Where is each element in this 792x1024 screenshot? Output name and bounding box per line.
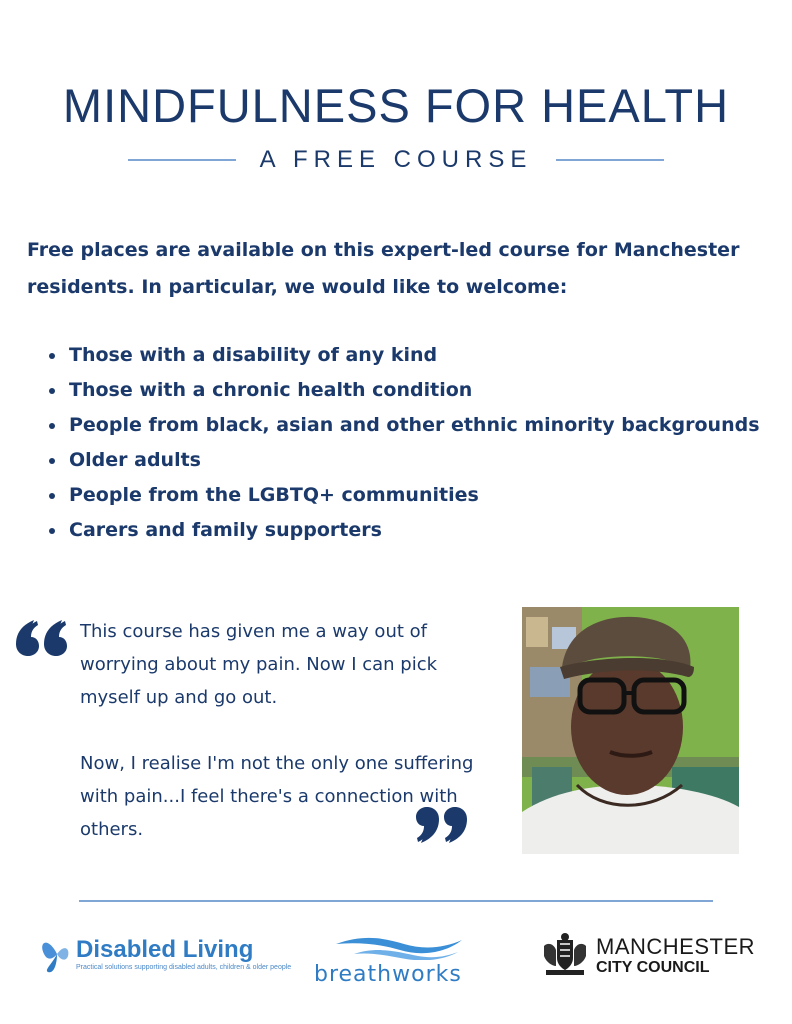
footer-divider — [79, 900, 713, 902]
close-quote-icon — [413, 803, 469, 851]
intro-paragraph: Free places are available on this expert-led course for Manchester residents. In particular, we would like to welcome: — [27, 239, 740, 298]
open-quote-icon — [14, 612, 70, 660]
page-subtitle: A FREE COURSE — [259, 146, 533, 173]
list-item-text: People from the LGBTQ+ communities — [69, 484, 479, 506]
bullet-icon — [49, 458, 55, 464]
testimonial-paragraph-1: This course has given me a way out of worrying about my pain. Now I can pick myself up and go out. — [80, 621, 438, 708]
bullet-icon — [49, 423, 55, 429]
list-item — [27, 513, 767, 548]
wave-icon — [334, 934, 464, 960]
testimonial-paragraph-2: Now, I realise I'm not the only one suffering with pain...I feel there's a connection with others. — [80, 753, 474, 840]
subtitle-rule-right — [556, 159, 664, 161]
bullet-icon — [49, 353, 55, 359]
participant-photo — [522, 607, 739, 854]
list-item — [27, 408, 767, 443]
manchester-city-council-logo — [540, 932, 760, 980]
subtitle-row — [0, 144, 792, 176]
butterfly-icon — [40, 934, 74, 974]
bullet-icon — [49, 493, 55, 499]
bullet-icon — [49, 388, 55, 394]
disabled-living-tagline: Practical solutions supporting disabled adults, children & older people — [76, 964, 292, 971]
disabled-living-name: Disabled Living — [76, 936, 254, 963]
list-item-text: People from black, asian and other ethnic minority backgrounds — [69, 414, 760, 436]
audience-list — [27, 338, 767, 548]
city-council-name: CITY COUNCIL — [596, 959, 710, 976]
list-item — [27, 373, 767, 408]
manchester-name: MANCHESTER — [596, 934, 756, 959]
list-item — [27, 443, 767, 478]
coat-of-arms-icon — [540, 932, 590, 978]
list-item-text: Carers and family supporters — [69, 519, 382, 541]
breathworks-name: breathworks — [314, 962, 462, 987]
list-item-text: Those with a disability of any kind — [69, 344, 438, 366]
list-item — [27, 338, 767, 373]
page-title: MINDFULNESS FOR HEALTH — [62, 79, 730, 132]
disabled-living-logo — [40, 932, 292, 980]
list-item — [27, 478, 767, 513]
bullet-icon — [49, 528, 55, 534]
list-item-text: Those with a chronic health condition — [69, 379, 473, 401]
list-item-text: Older adults — [69, 449, 201, 471]
subtitle-rule-left — [128, 159, 236, 161]
breathworks-logo — [312, 932, 487, 992]
